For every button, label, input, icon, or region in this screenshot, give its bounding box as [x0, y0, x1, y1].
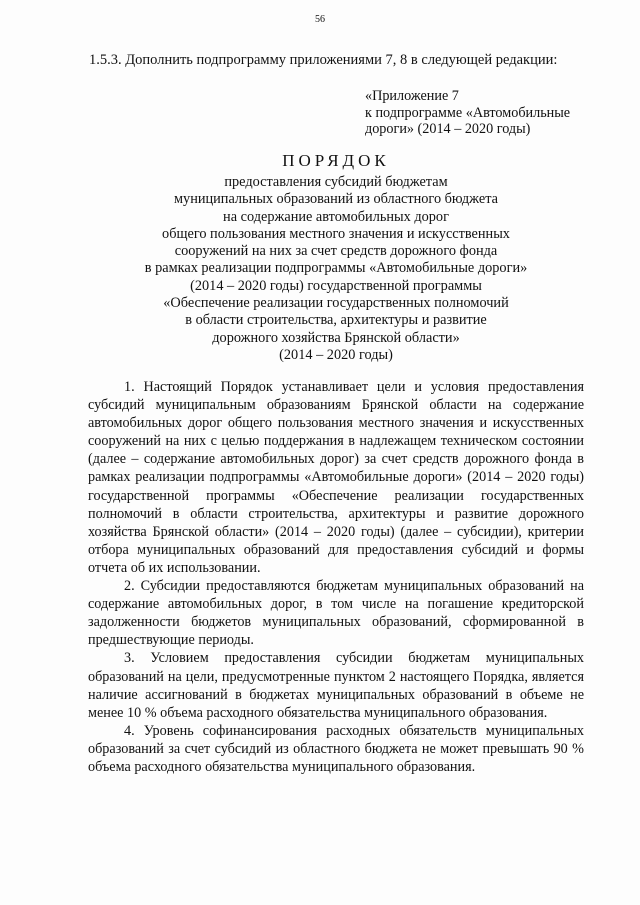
title-line: на содержание автомобильных дорог	[223, 208, 449, 225]
title-line: «Обеспечение реализации государственных полномочий	[163, 295, 509, 312]
title-line: сооружений на них за счет средств дорожного фонда	[174, 243, 498, 260]
title-heading: ПОРЯДОК	[282, 151, 390, 170]
body-text	[88, 378, 584, 776]
title-line: в рамках реализации подпрограммы «Автомобильные дороги»	[144, 260, 528, 277]
paragraph-2: 2. Субсидии предоставляются бюджетам муниципальных образований на содержание автомобильных дорог, в том числе на погашение кредиторской задолженности бюджетов муниципальных образований, сформированной в предшествующие периоды.	[88, 578, 584, 649]
appendix-line: к подпрограмме «Автомобильные	[365, 104, 571, 121]
title-line: муниципальных образований из областного бюджета	[174, 191, 498, 208]
page-number: 56	[315, 14, 325, 25]
title-line: предоставления субсидий бюджетам	[224, 174, 448, 190]
appendix-line: «Приложение 7	[365, 88, 459, 104]
document-title	[90, 150, 582, 364]
title-line: дорожного хозяйства Брянской области»	[212, 329, 460, 346]
paragraph-1: 1. Настоящий Порядок устанавливает цели и условия предоставления субсидий муниципальным образованиям Брянской области на содержание автомобильных дорог общего пользования местного значения и искусственных сооружений на них с целью поддержания в надлежащем техническом состоянии (далее – содержание автомобильных дорог) за счет средств дорожного фонда в рамках реализации подпрограммы «Автомобильные дороги» (2014 – 2020 годы) государственной программы «Обеспечение реализации государственных полномочий в области строительства, архитектуры и развитие дорожного хозяйства Брянской области» (2014 – 2020 годы) (далее – субсидии), критерии отбора муниципальных образований для предоставления субсидий и формы отчета об их использовании.	[88, 379, 584, 576]
title-line: (2014 – 2020 годы)	[279, 346, 393, 363]
paragraph-3: 3. Условием предоставления субсидии бюджетам муниципальных образований на цели, предусмотренные пунктом 2 настоящего Порядка, является наличие ассигнований в бюджетах муниципальных образований в объеме не менее 10 % объема расходного обязательства муниципального образования.	[88, 650, 584, 721]
intro-paragraph: 1.5.3. Дополнить подпрограмму приложениями 7, 8 в следующей редакции:	[89, 52, 558, 68]
title-line: общего пользования местного значения и искусственных	[162, 225, 510, 242]
title-line: в области строительства, архитектуры и развитие	[185, 312, 487, 329]
appendix-line: дороги» (2014 – 2020 годы)	[365, 121, 531, 137]
title-line: (2014 – 2020 годы) государственной программы	[190, 277, 482, 294]
appendix-header	[365, 88, 605, 138]
paragraph-4: 4. Уровень софинансирования расходных обязательств муниципальных образований за счет субсидий из областного бюджета не может превышать 90 % объема расходного обязательства муниципального образования.	[88, 722, 584, 775]
